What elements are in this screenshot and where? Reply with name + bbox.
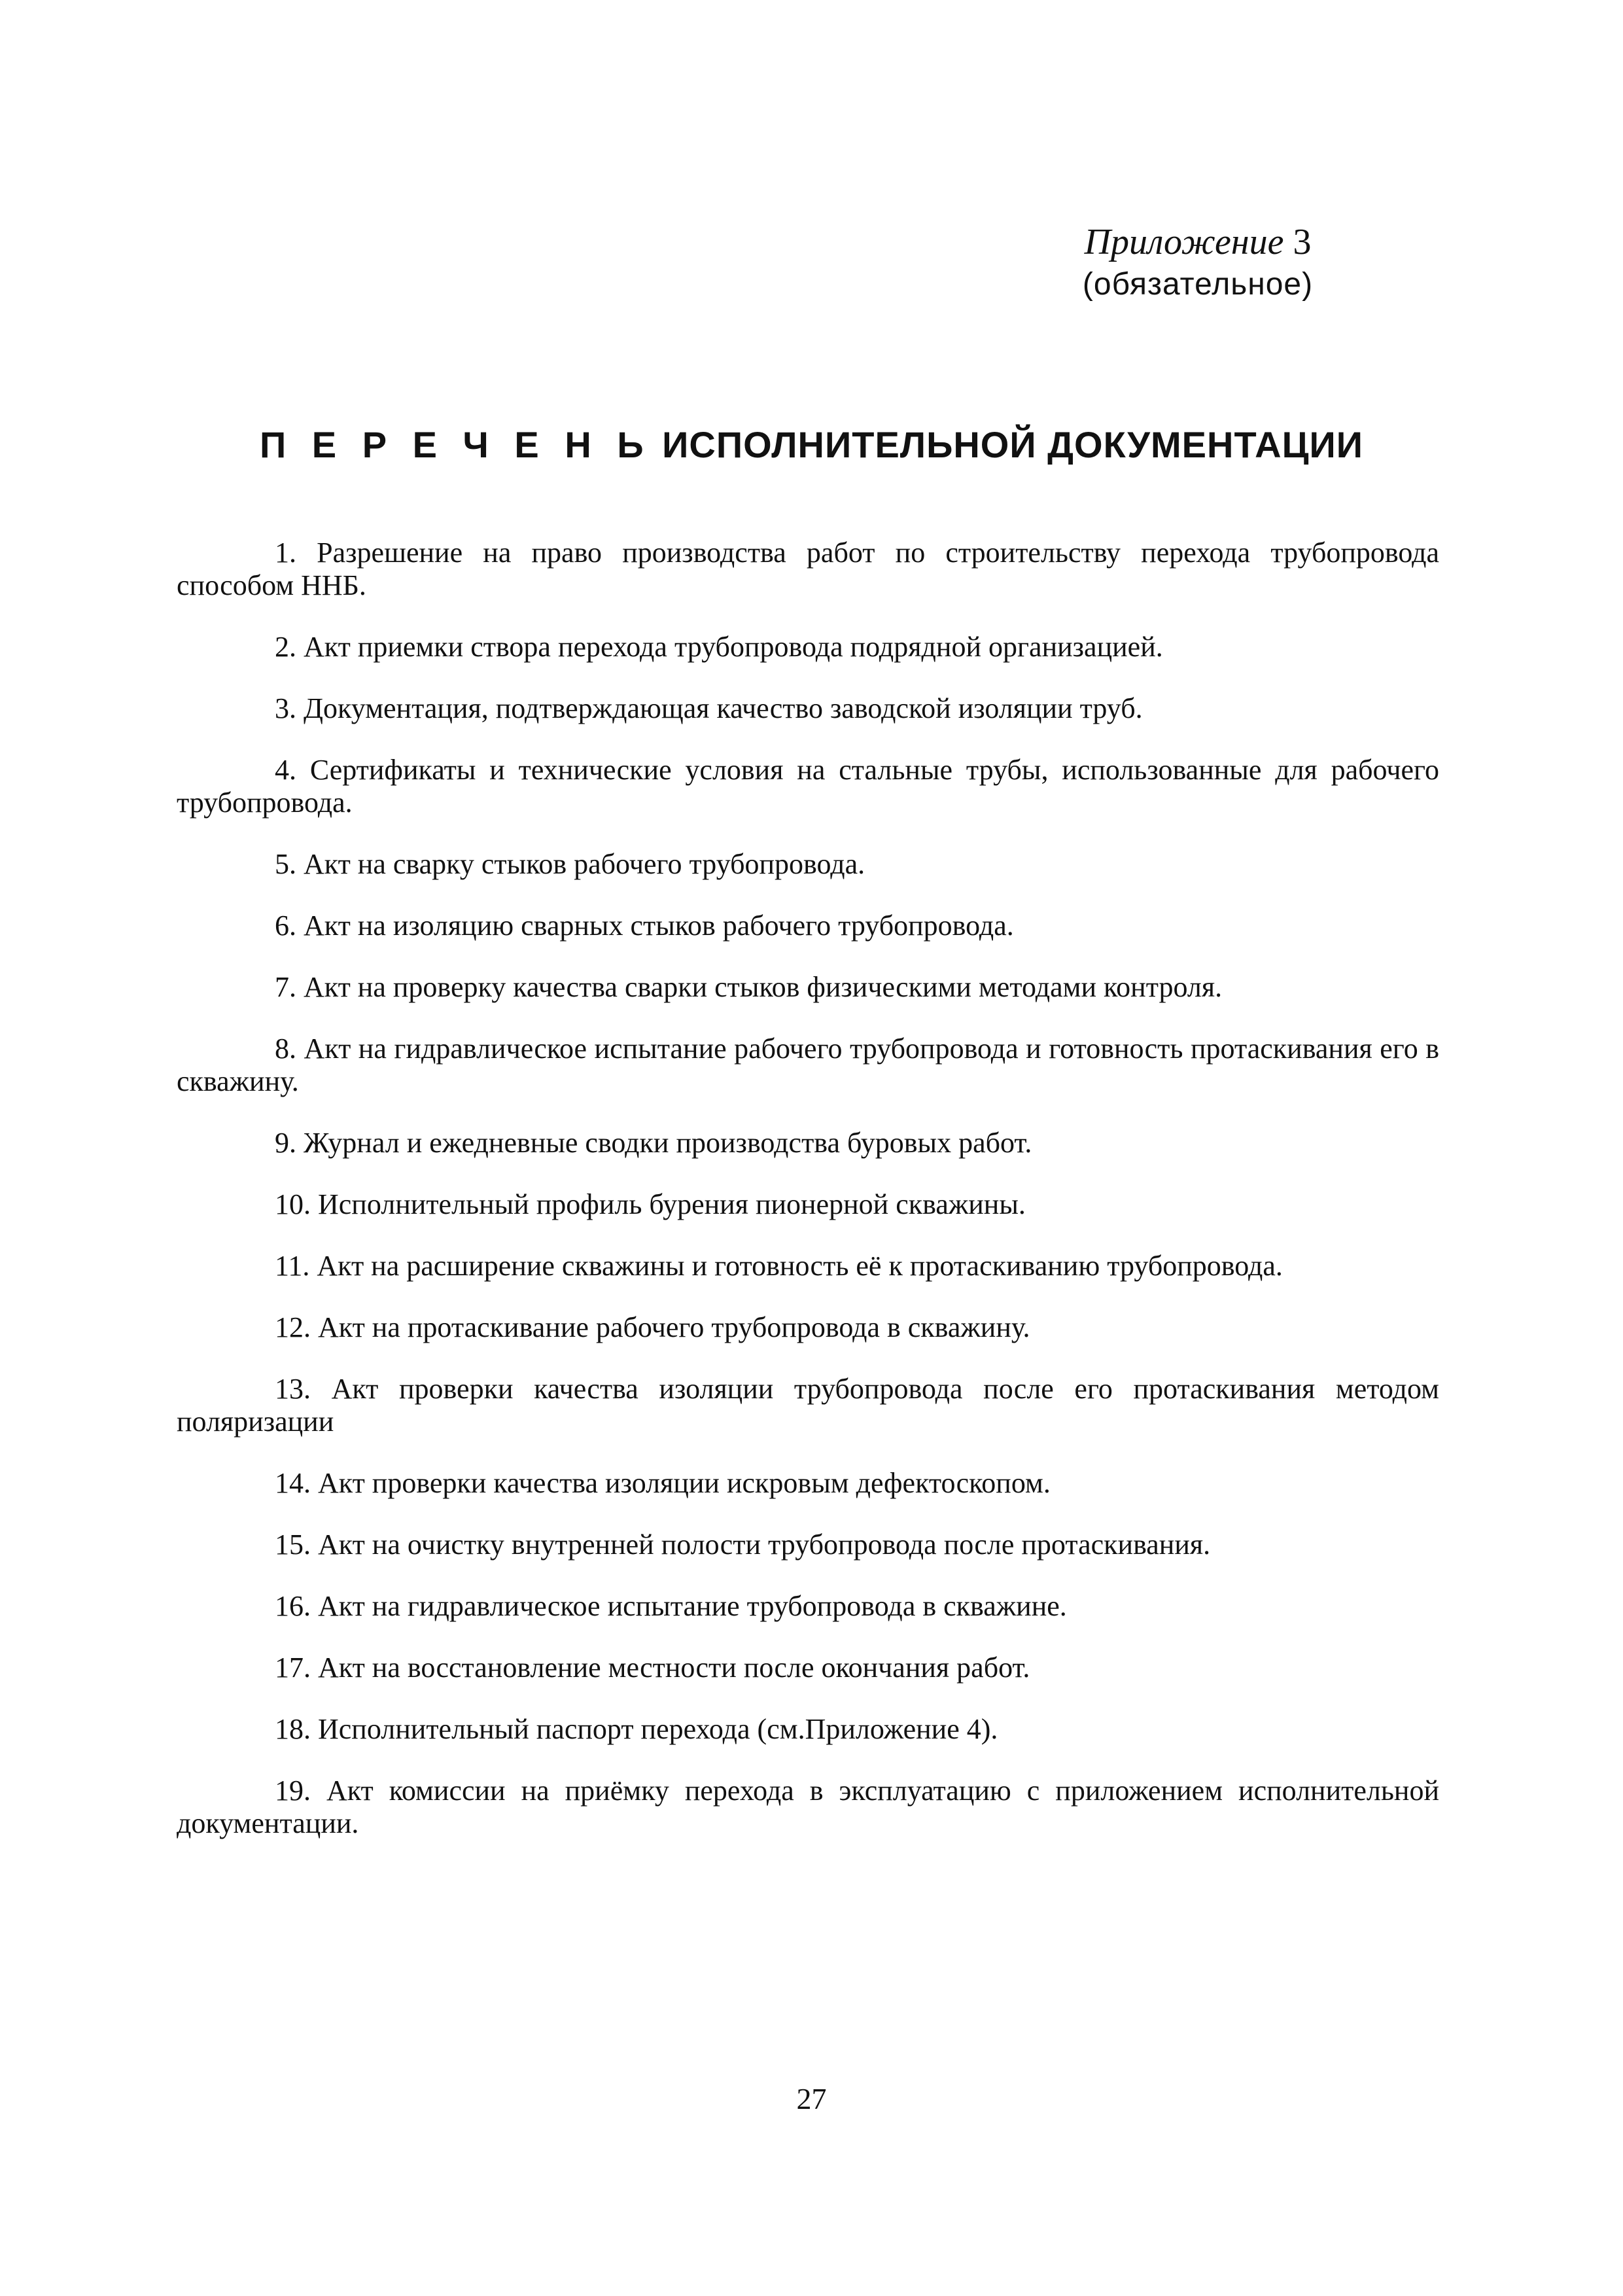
heading-spaced-word: П Е Р Е Ч Е Н Ь <box>259 424 652 465</box>
list-item: 4. Сертификаты и технические условия на стальные трубы, использованные для рабочего трубопровода. <box>177 754 1439 819</box>
list-item: 14. Акт проверки качества изоляции искровым дефектоскопом. <box>275 1467 1051 1499</box>
list-item: 19. Акт комиссии на приёмку перехода в эксплуатацию с приложением исполнительной документации. <box>177 1775 1439 1839</box>
list-item: 18. Исполнительный паспорт перехода (см.Приложение 4). <box>275 1713 998 1745</box>
list-item: 13. Акт проверки качества изоляции трубопровода после его протаскивания методом поляризации <box>177 1373 1439 1438</box>
list-item: 8. Акт на гидравлическое испытание рабочего трубопровода и готовность протаскивания его в скважину. <box>177 1033 1439 1097</box>
appendix-label <box>1060 219 1335 304</box>
list-item: 12. Акт на протаскивание рабочего трубопровода в скважину. <box>275 1311 1030 1343</box>
list-item: 6. Акт на изоляцию сварных стыков рабочего трубопровода. <box>275 910 1014 942</box>
list-item: 11. Акт на расширение скважины и готовность её к протаскиванию трубопровода. <box>275 1250 1283 1282</box>
document-heading <box>0 419 1623 471</box>
list-item: 5. Акт на сварку стыков рабочего трубопровода. <box>275 848 865 880</box>
list-item: 1. Разрешение на право производства работ по строительству перехода трубопровода способом ННБ. <box>177 537 1439 601</box>
appendix-number: 3 <box>1293 222 1312 262</box>
list-item: 9. Журнал и ежедневные сводки производства буровых работ. <box>275 1127 1032 1159</box>
page-number: 27 <box>796 2082 827 2115</box>
appendix-title <box>1060 219 1335 265</box>
list-item: 15. Акт на очистку внутренней полости трубопровода после протаскивания. <box>275 1528 1211 1561</box>
appendix-word: Приложение <box>1084 222 1284 262</box>
list-item: 3. Документация, подтверждающая качество заводской изоляции труб. <box>275 692 1143 724</box>
list-item: 16. Акт на гидравлическое испытание трубопровода в скважине. <box>275 1590 1067 1622</box>
list-item: 7. Акт на проверку качества сварки стыков физическими методами контроля. <box>275 971 1223 1003</box>
list-item: 10. Исполнительный профиль бурения пионерной скважины. <box>275 1188 1026 1220</box>
list-item: 17. Акт на восстановление местности после окончания работ. <box>275 1651 1030 1684</box>
appendix-note: (обязательное) <box>1082 267 1314 302</box>
heading-rest: ИСПОЛНИТЕЛЬНОЙ ДОКУМЕНТАЦИИ <box>662 424 1363 465</box>
list-item: 2. Акт приемки створа перехода трубопровода подрядной организацией. <box>275 631 1163 663</box>
documentation-list <box>177 537 1439 1869</box>
